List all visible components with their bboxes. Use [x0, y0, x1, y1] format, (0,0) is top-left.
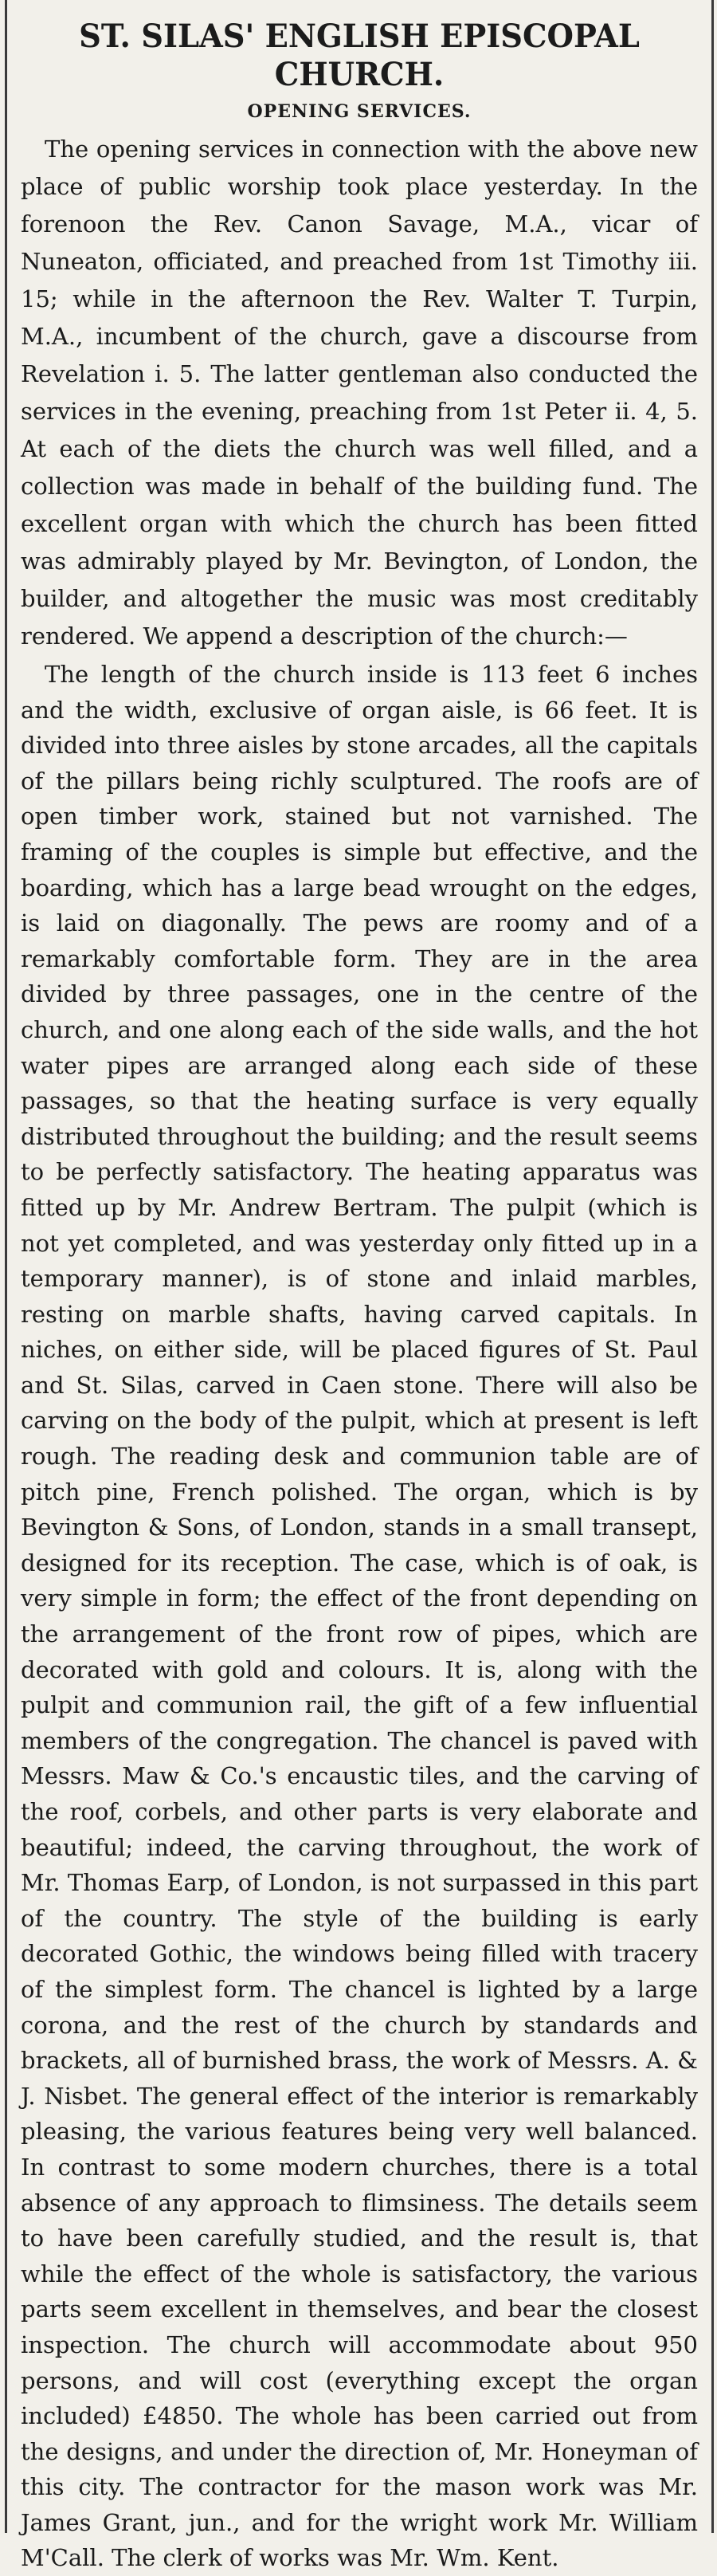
- article-subheading: [21, 99, 698, 124]
- article-headline: ST. SILAS' ENGLISH EPISCOPAL CHURCH.: [79, 18, 640, 93]
- article-paragraph: The length of the church inside is 113 feet 6 inches and the width, exclusive of organ aisle, is 66 feet. It is divided into three aisles by stone arcades, all the capitals of the pillars being richly sculptured. The roofs are of open timber work, stained but not varnished. The framing of the couples is simple but effective, and the boarding, which has a large bead wrought on the edges, is laid on diagonally. The pews are roomy and of a remarkably comfortable form. They are in the area divided by three passages, one in the centre of the church, and one along each of the side walls, and the hot water pipes are arranged along each side of these passages, so that the heating surface is very equally distributed throughout the building; and the result seems to be perfectly satisfactory. The heating apparatus was fitted up by Mr. Andrew Bertram. The pulpit (which is not yet completed, and was yesterday only fitted up in a temporary manner), is of stone and inlaid marbles, resting on marble shafts, having carved capitals. In niches, on either side, will be placed figures of St. Paul and St. Silas, carved in Caen stone. There will also be carving on the body of the pulpit, which at present is left rough. The reading desk and communion table are of pitch pine, French polished. The organ, which is by Bevington & Sons, of London, stands in a small transept, designed for its reception. The case, which is of oak, is very simple in form; the effect of the front depending on the arrangement of the front row of pipes, which are decorated with gold and colours. It is, along with the pulpit and communion rail, the gift of a few influential members of the congregation. The chancel is paved with Messrs. Maw & Co.'s encaustic tiles, and the carving of the roof, corbels, and other parts is very elaborate and beautiful; indeed, the carving throughout, the work of Mr. Thomas Earp, of London, is not surpassed in this part of the country. The style of the building is early decorated Gothic, the windows being filled with tracery of the simplest form. The chancel is lighted by a large corona, and the rest of the church by standards and brackets, all of burnished brass, the work of Messrs. A. & J. Nisbet. The general effect of the interior is remarkably pleasing, the various features being very well balanced. In contrast to some modern churches, there is a total absence of any approach to flimsiness. The details seem to have been carefully studied, and the result is, that while the effect of the whole is satisfactory, the various parts seem excellent in themselves, and bear the closest inspection. The church will accommodate about 950 persons, and will cost (everything except the organ included) £4850. The whole has been carried out from the designs, and under the direction of, Mr. Honeyman of this city. The contractor for the mason work was Mr. James Grant, jun., and for the wright work Mr. William M'Call. The clerk of works was Mr. Wm. Kent.: [21, 661, 698, 2572]
- column-rule-left: [5, 0, 7, 2533]
- column-rule-right: [711, 0, 714, 2533]
- article-paragraph: The opening services in connection with the above new place of public worship took place yesterday. In the forenoon the Rev. Canon Savage, M.A., vicar of Nuneaton, officiated, and preached from 1st Timothy iii. 15; while in the afternoon the Rev. Walter T. Turpin, M.A., incumbent of the church, gave a discourse from Revelation i. 5. The latter gentleman also conducted the services in the evening, preaching from 1st Peter ii. 4, 5. At each of the diets the church was well filled, and a collection was made in behalf of the building fund. The excellent organ with which the church has been fitted was admirably played by Mr. Bevington, of London, the builder, and altogether the music was most creditably rendered. We append a description of the church:—: [21, 135, 698, 650]
- article-body: [21, 131, 698, 2576]
- subheading-text: OPENING SERVICES.: [247, 101, 472, 122]
